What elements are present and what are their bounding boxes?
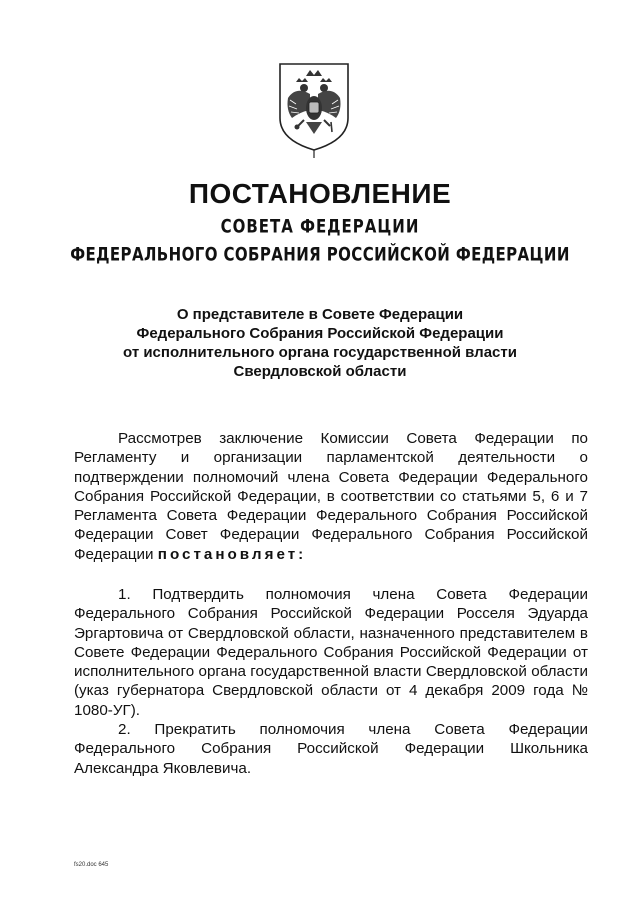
russian-coat-of-arms-icon: [266, 60, 362, 160]
subject-line: Свердловской области: [233, 363, 407, 380]
subject-line: от исполнительного органа государственной власти: [123, 344, 517, 361]
document-title: ПОСТАНОВЛЕНИЕ: [188, 178, 452, 209]
preamble-paragraph: [74, 429, 588, 564]
decree-word: постановляет:: [157, 545, 307, 563]
issuer-line-2: ФЕДЕРАЛЬНОГО СОБРАНИЯ РОССИЙСКОЙ ФЕДЕРАЦИИ: [70, 242, 570, 266]
item-2-text: 2. Прекратить полномочия члена Совета Федерации Федерального Собрания Российской Федерации Школьника Александра Яковлевича.: [74, 721, 588, 777]
document-subject: [0, 305, 640, 381]
item-2-paragraph: [74, 720, 588, 778]
item-1-paragraph: [74, 585, 588, 720]
issuer-line-1: СОВЕТА ФЕДЕРАЦИИ: [220, 214, 420, 238]
preamble-text: Рассмотрев заключение Комиссии Совета Федерации по Регламенту и организации парламентской деятельности о подтверждении полномочий члена Совета Федерации Федерального Собрания Российской Федерации, в соответствии со статьями 5, 6 и 7 Регламента Совета Федерации Федерального Собрания Российской Федерации Совет Федерации Федерального Собрания Российской Федерации: [74, 430, 588, 563]
subject-line: О представителе в Совете Федерации: [176, 306, 464, 323]
item-1-text: 1. Подтвердить полномочия члена Совета Федерации Федерального Собрания Российской Федерации Росселя Эдуарда Эргартовича от Свердловской области, назначенного представителем в Совете Федерации Федерального Собрания Российской Федерации от исполнительного органа государственной власти Свердловской области (указ губернатора Свердловской области от 4 декабря 2009 года № 1080-УГ).: [74, 586, 588, 719]
file-reference: fs20.doc 645: [74, 862, 109, 868]
subject-line: Федерального Собрания Российской Федерации: [136, 325, 504, 342]
